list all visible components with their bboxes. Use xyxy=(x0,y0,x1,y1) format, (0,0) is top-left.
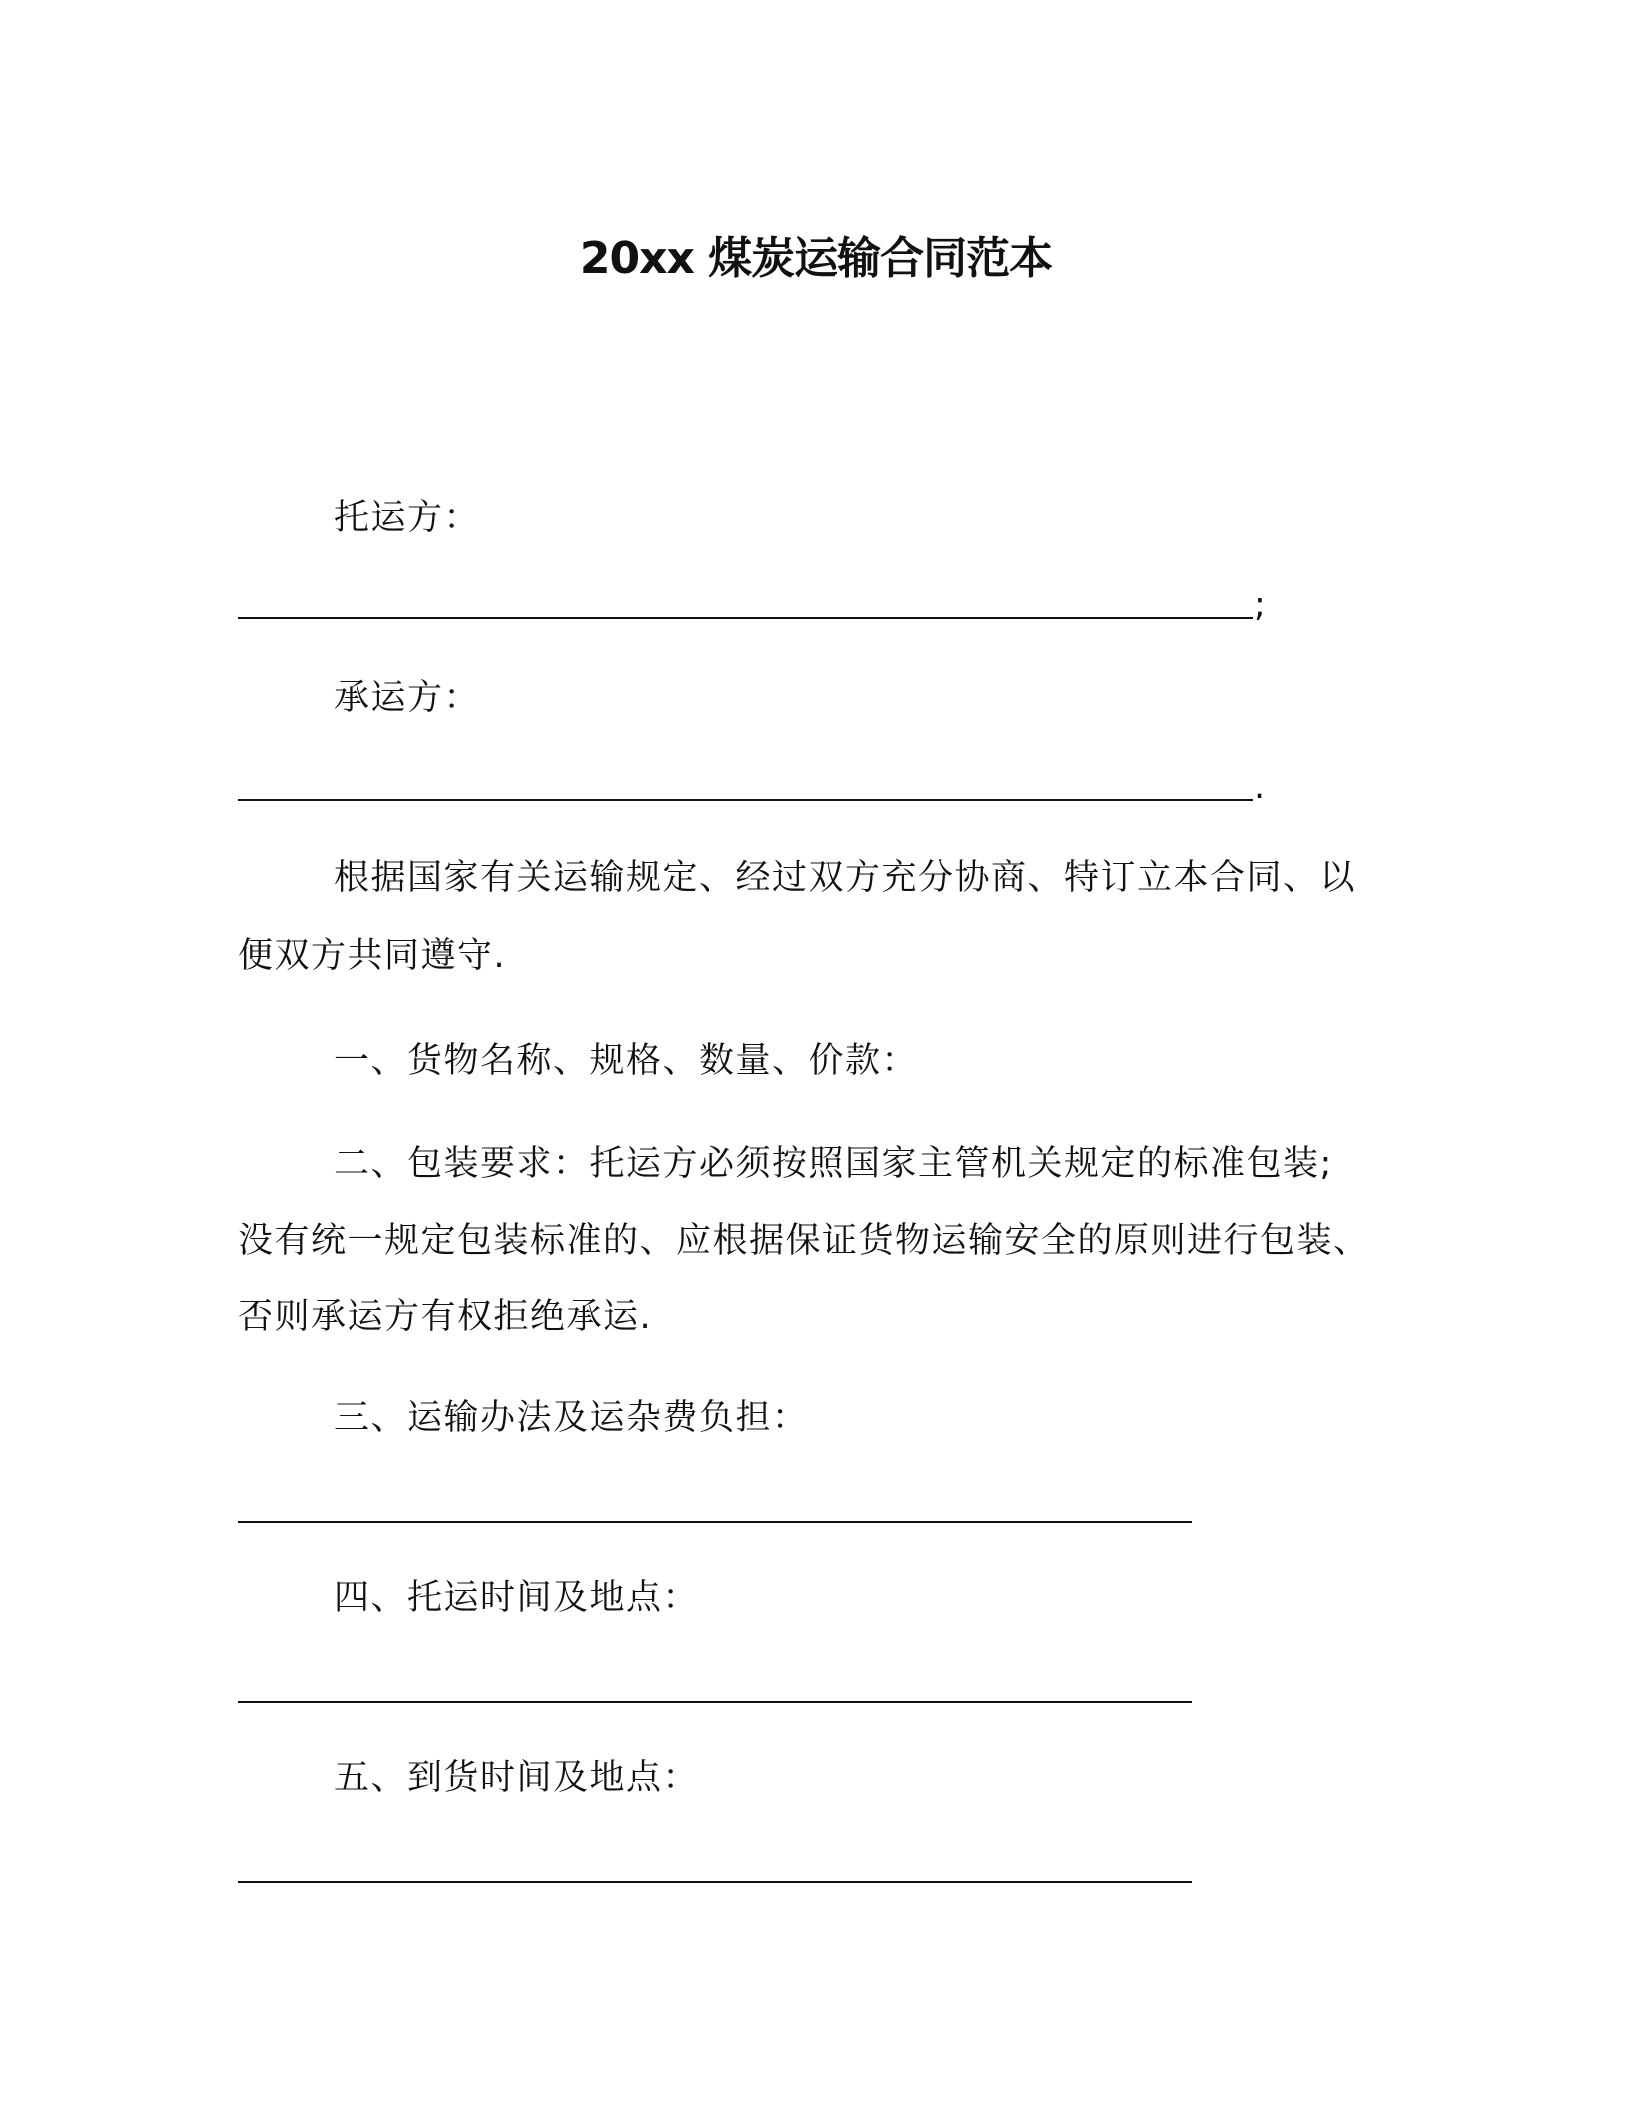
clause-2-line2: 没有统一规定包装标准的、应根据保证货物运输安全的原则进行包装、 xyxy=(238,1221,1370,1261)
clause-2-line3: 否则承运方有权拒绝承运. xyxy=(238,1297,653,1337)
intro-paragraph-line2: 便双方共同遵守. xyxy=(238,936,507,976)
shipper-label: 托运方： xyxy=(334,498,481,538)
clause-5: 五、到货时间及地点： xyxy=(334,1758,700,1798)
clause-2-line1: 二、包装要求：托运方必须按照国家主管机关规定的标准包装; xyxy=(334,1144,1333,1184)
shipper-blank-line xyxy=(238,617,1253,619)
shipper-tail: ; xyxy=(1254,585,1266,625)
intro-paragraph-line1: 根据国家有关运输规定、经过双方充分协商、特订立本合同、以 xyxy=(334,858,1357,898)
clause-5-blank-line xyxy=(238,1881,1192,1883)
carrier-blank-line xyxy=(238,799,1253,801)
clause-3-blank-line xyxy=(238,1521,1192,1523)
clause-4-blank-line xyxy=(238,1701,1192,1703)
clause-1: 一、货物名称、规格、数量、价款： xyxy=(334,1041,919,1081)
clause-3: 三、运输办法及运杂费负担： xyxy=(334,1398,809,1438)
document-title: 20xx 煤炭运输合同范本 xyxy=(579,233,1053,284)
clause-4: 四、托运时间及地点： xyxy=(334,1578,700,1618)
carrier-tail: . xyxy=(1254,767,1266,807)
carrier-label: 承运方： xyxy=(334,678,481,718)
